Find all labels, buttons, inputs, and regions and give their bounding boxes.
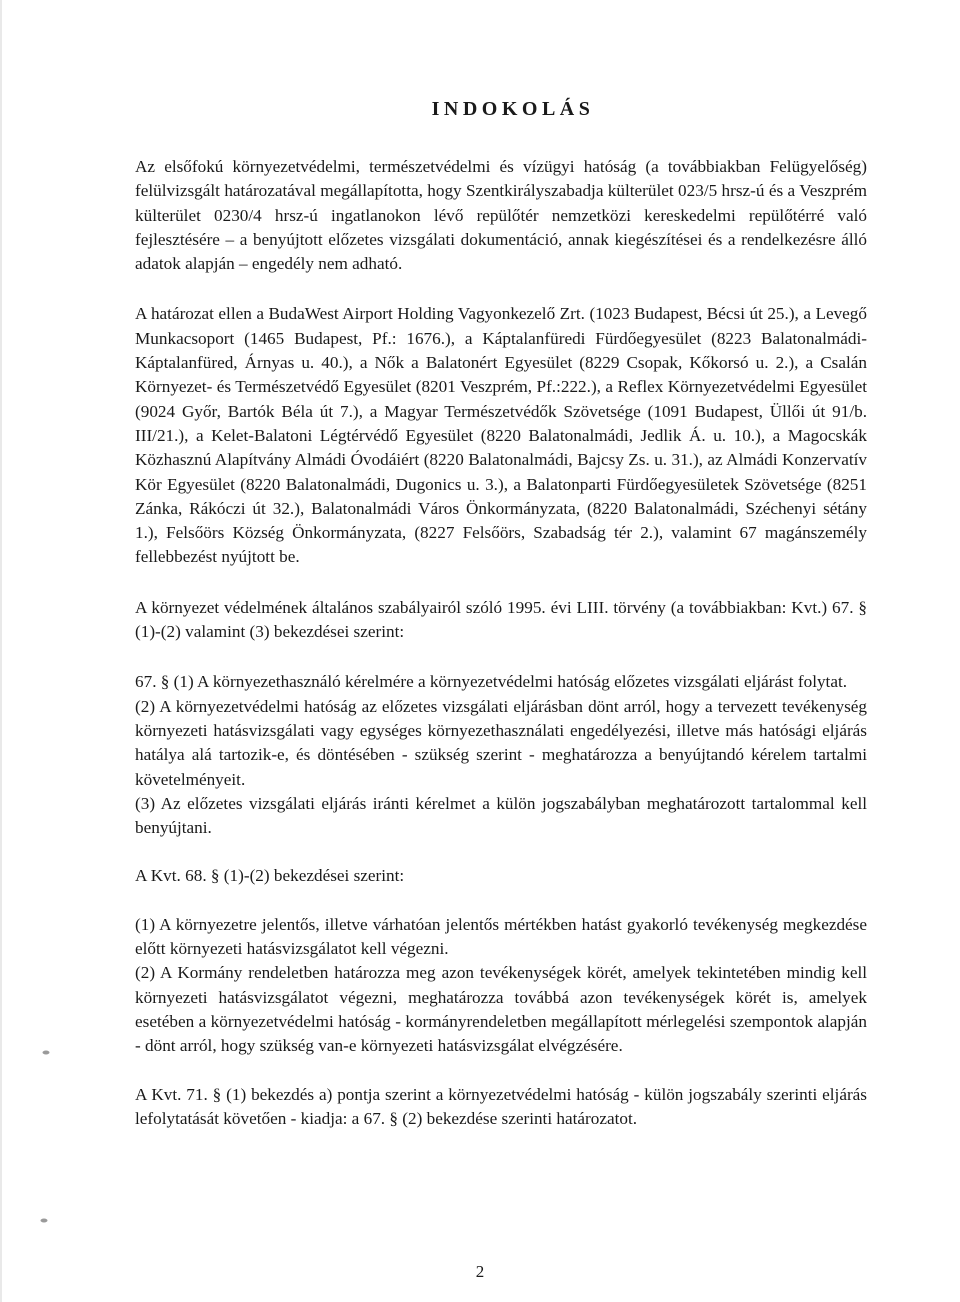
quote-68-paragraph-2: (2) A Kormány rendeletben határozza meg azon tevékenységek körét, amelyek tekintetében mindig kell környezeti hatásvizsgálatot végezni, meghatározza továbbá azon tevékenységek körét is, amelyek esetében a környezetvédelmi hatóság - kormányrendeletben megállapított mérlegelési szempontok alapján - dönt arról, hogy szükség van-e környezeti hatásvizsgálat elvégzésére. bbox=[135, 963, 867, 1056]
paragraph-appellants: A határozat ellen a BudaWest Airport Holding Vagyonkezelő Zrt. (1023 Budapest, Bécsi út 25.), a Levegő Munkacsoport (1465 Budapest, Pf.: 1676.), a Káptalanfüredi Fürdőegyesület (8223 Balatonalmádi-Káptalanfüred, Árnyas u. 40.), a Nők a Balatonért Egyesület (8229 Csopak, Kőkorsó u. 2.), a Csalán Környezet- és Természetvédő Egyesület (8201 Veszprém, Pf.:222.), a Reflex Környezetvédelmi Egyesület (9024 Győr, Bartók Béla út 7.), a Magyar Természetvédők Szövetsége (1091 Budapest, Üllői út 91/b. III/21.), a Kelet-Balatoni Légtérvédő Egyesület (8220 Balatonalmádi, Jedlik Á. u. 10.), a Magocskák Közhasznú Alapítvány Almádi Óvodáiért (8220 Balatonalmádi, Bajcsy Zs. u. 31.), az Almádi Konzervatív Kör Egyesület (8220 Balatonalmádi, Dugonics u. 3.), a Balatonparti Fürdőegyesületek Szövetsége (8251 Zánka, Rákóczi út 32.), Balatonalmádi Város Önkormányzata, (8220 Balatonalmádi, Széchenyi sétány 1.), Felsőörs Község Önkormányzata, (8227 Felsőörs, Szabadság tér 2.), valamint 67 magánszemély fellebbezést nyújtott be. bbox=[135, 304, 867, 567]
quote-section-67 bbox=[135, 670, 867, 840]
scan-left-edge bbox=[0, 0, 2, 1302]
document-title: INDOKOLÁS bbox=[431, 98, 595, 120]
scan-speck bbox=[42, 1050, 50, 1055]
quote-67-paragraph-1: 67. § (1) A környezethasználó kérelmére a környezetvédelmi hatóság előzetes vizsgálati eljárást folytat. bbox=[135, 672, 848, 692]
paragraph-decision-summary: Az elsőfokú környezetvédelmi, természetvédelmi és vízügyi hatóság (a továbbiakban Felügyelőség) felülvizsgált határozatával megállapította, hogy Szentkirályszabadja külterület 023/5 hrsz-ú és a Veszprém külterület 0230/4 hrsz-ú ingatlanokon lévő repülőtér nemzetközi kereskedelmi repülőtérré való fejlesztésére – a benyújtott előzetes vizsgálati dokumentáció, annak kiegészítései és a rendelkezésre álló adatok alapján – engedély nem adható. bbox=[135, 157, 867, 274]
quote-67-paragraph-3: (3) Az előzetes vizsgálati eljárás iránti kérelmet a külön jogszabályban meghatározott tartalommal kell benyújtani. bbox=[135, 793, 867, 838]
paragraph-kvt-68-intro: A Kvt. 68. § (1)-(2) bekezdései szerint: bbox=[135, 866, 405, 886]
scan-speck bbox=[40, 1218, 48, 1223]
quote-67-paragraph-2: (2) A környezetvédelmi hatóság az előzetes vizsgálati eljárásban dönt arról, hogy a tervezett tevékenység környezeti hatásvizsgálati vagy egységes környezethasználati engedélyezési, illetve más hatósági eljárás hatálya alá tartozik-e, és döntésében - szükség szerint - meghatározza a benyújtandó kérelem tartalmi követelményeit. bbox=[135, 696, 867, 789]
document-page bbox=[135, 98, 867, 1131]
quote-section-68 bbox=[135, 913, 867, 1059]
quote-68-paragraph-1: (1) A környezetre jelentős, illetve várhatóan jelentős mértékben hatást gyakorló tevékenység megkezdése előtt környezeti hatásvizsgálatot kell végezni. bbox=[135, 914, 867, 959]
page-number: 2 bbox=[475, 1262, 485, 1281]
paragraph-kvt-intro: A környezet védelmének általános szabályairól szóló 1995. évi LIII. törvény (a továbbiakban: Kvt.) 67. § (1)-(2) valamint (3) bekezdései szerint: bbox=[135, 597, 867, 642]
paragraph-kvt-71: A Kvt. 71. § (1) bekezdés a) pontja szerint a környezetvédelmi hatóság - külön jogszabály szerinti eljárás lefolytatását követően - kiadja: a 67. § (2) bekezdése szerinti határozatot. bbox=[135, 1084, 867, 1128]
